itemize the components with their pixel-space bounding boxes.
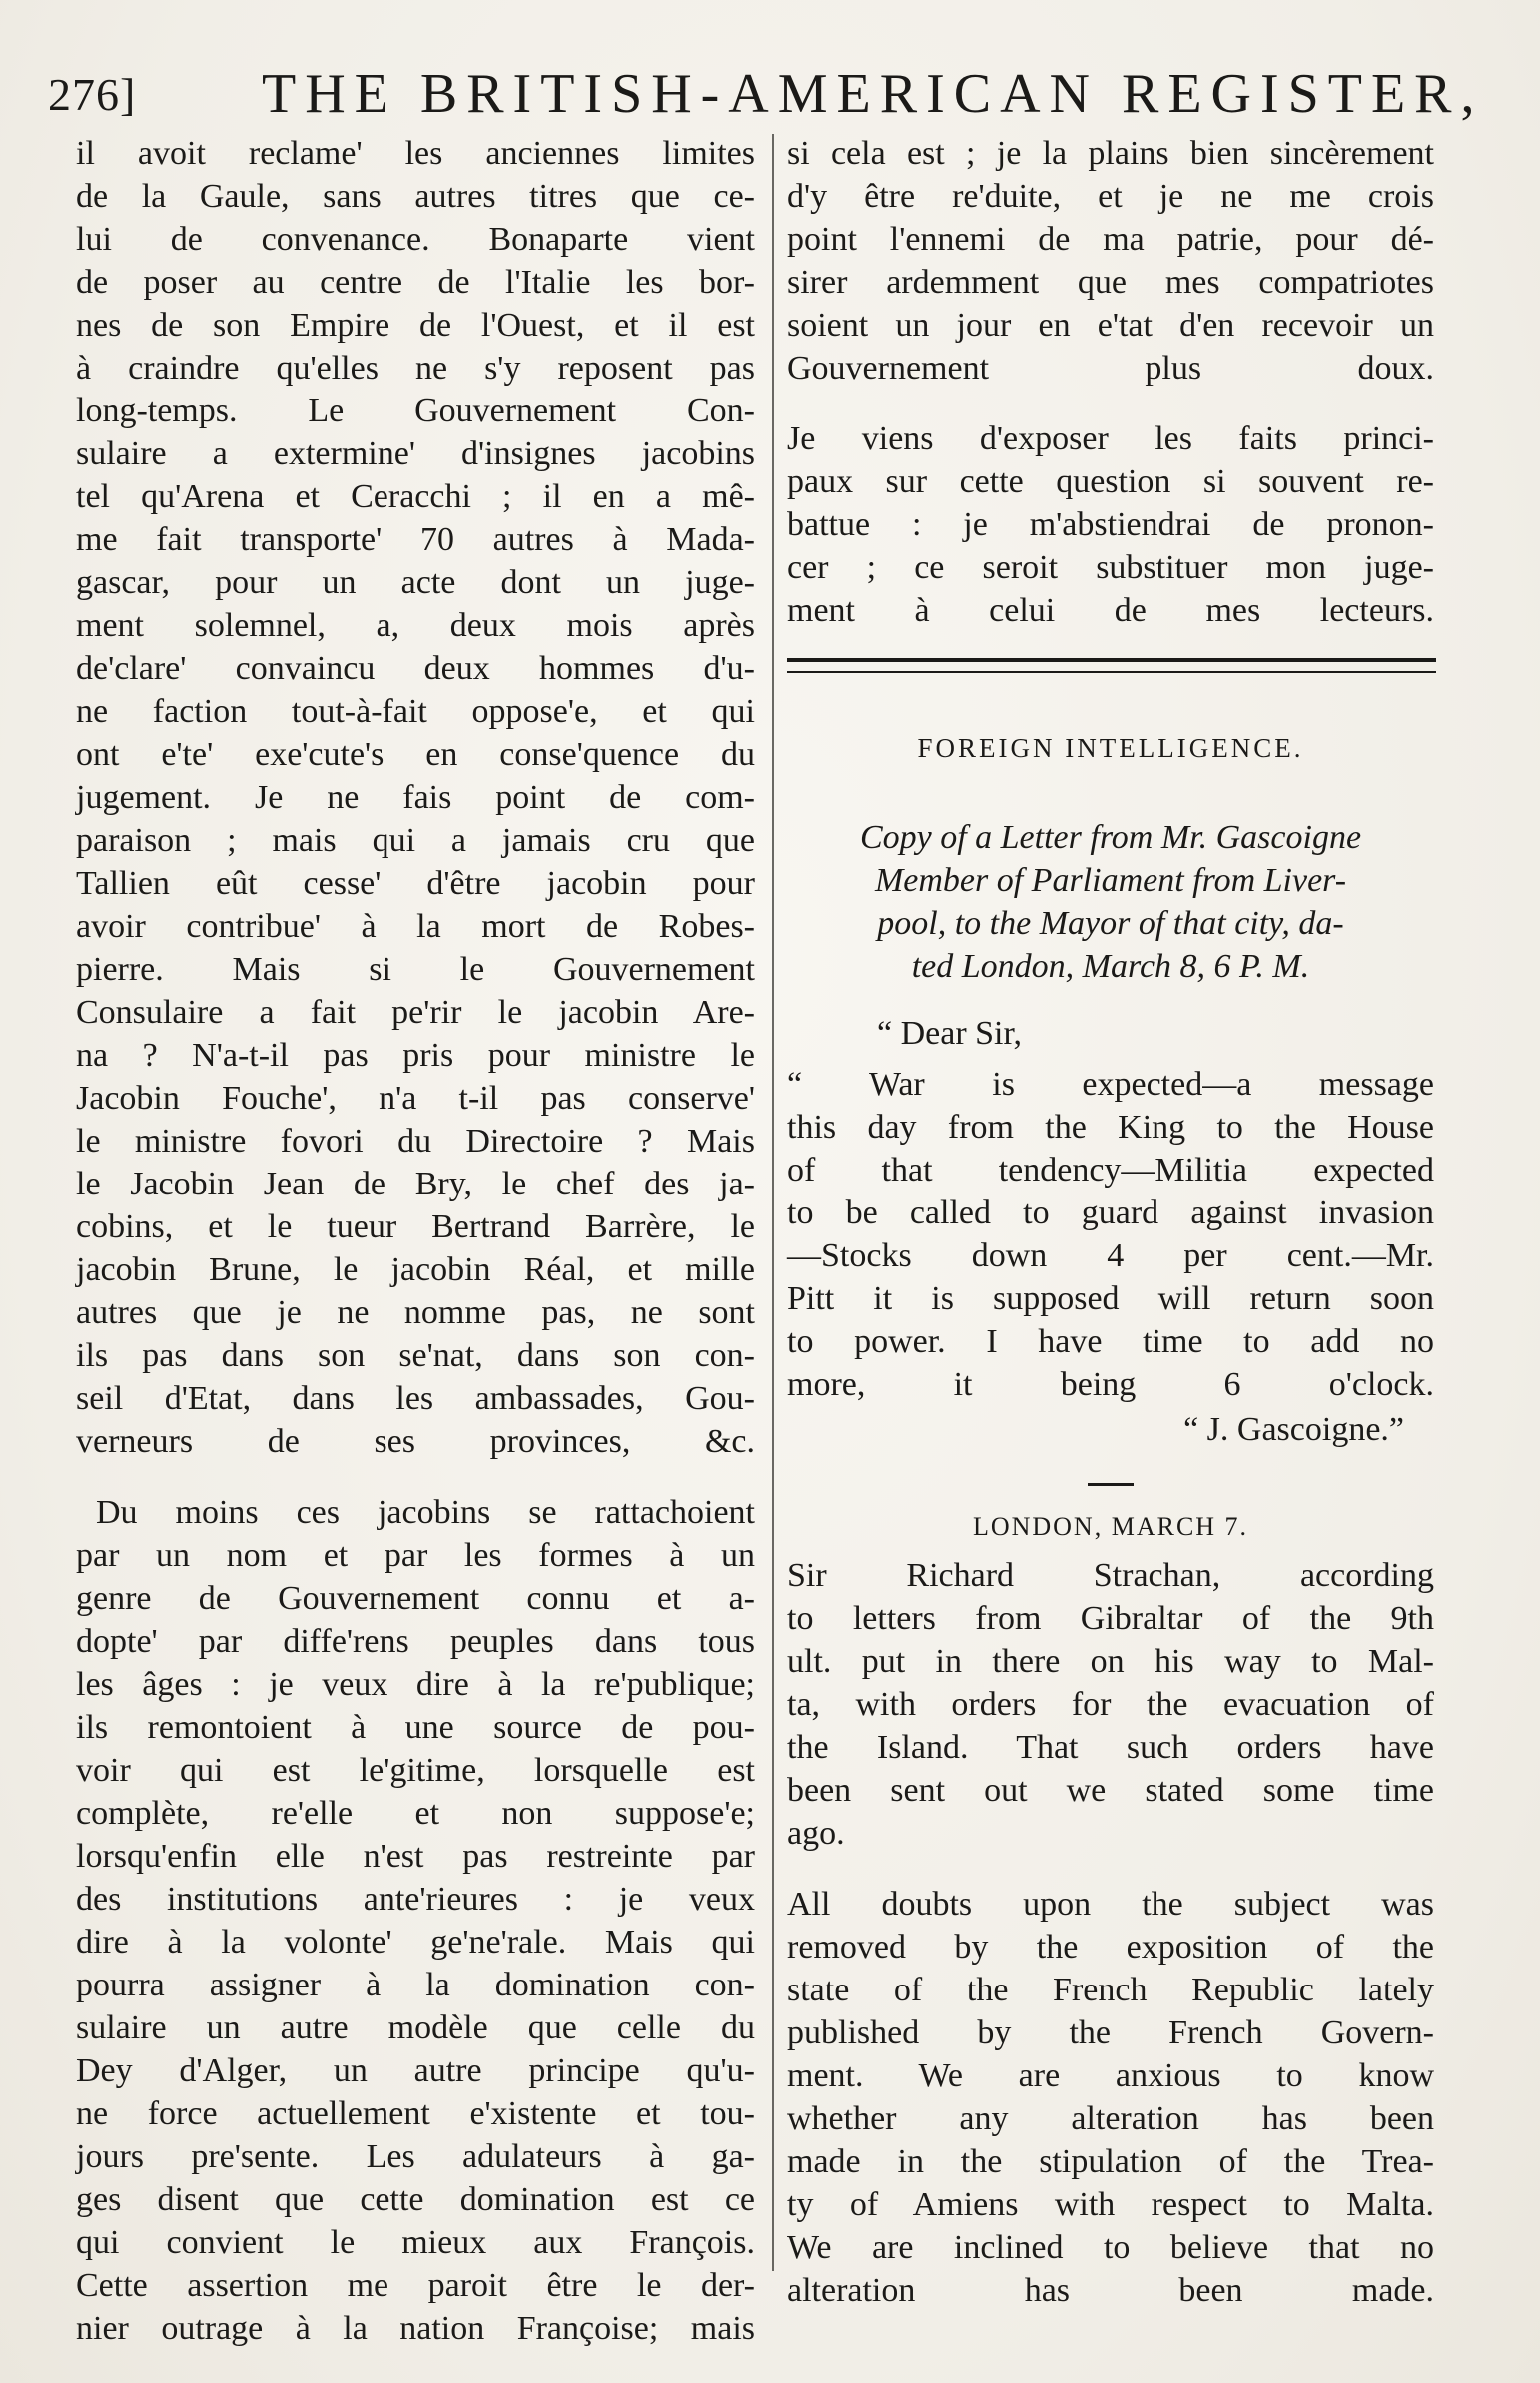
paragraph-gap	[76, 1463, 755, 1491]
right-column	[787, 132, 1434, 2312]
text-line: sulaire a extermine' d'insignes jacobins	[76, 435, 755, 472]
text-line: complète, re'elle et non suppose'e;	[76, 1795, 755, 1832]
text-line: whether any alteration has been	[787, 2100, 1434, 2137]
letter-signature: “ J. Gascoigne.”	[1183, 1411, 1404, 1448]
text-line: ment à celui de mes lecteurs.	[787, 592, 1434, 629]
letter-caption	[787, 816, 1434, 988]
text-line: ult. put in there on his way to Mal-	[787, 1643, 1434, 1680]
paragraph-gap	[787, 390, 1434, 417]
paragraph-gap	[787, 1855, 1434, 1883]
text-line: ils pas dans son se'nat, dans son con-	[76, 1337, 755, 1374]
text-line: to be called to guard against invasion	[787, 1194, 1434, 1231]
text-line: Copy of a Letter from Mr. Gascoigne	[859, 819, 1362, 856]
text-line: le ministre fovori du Directoire ? Mais	[76, 1123, 755, 1160]
text-line: paraison ; mais qui a jamais cru que	[76, 822, 755, 859]
text-line: le Jacobin Jean de Bry, le chef des ja-	[76, 1166, 755, 1202]
text-line: to power. I have time to add no	[787, 1323, 1434, 1360]
text-line: —Stocks down 4 per cent.—Mr.	[787, 1237, 1434, 1274]
text-line: We are inclined to believe that no	[787, 2229, 1434, 2266]
text-line: cer ; ce seroit substituer mon juge-	[787, 549, 1434, 586]
text-line: ment solemnel, a, deux mois après	[76, 607, 755, 644]
text-line: gascar, pour un acte dont un juge-	[76, 564, 755, 601]
running-head	[48, 62, 1484, 132]
text-line: the Island. That such orders have	[787, 1729, 1434, 1766]
news-paragraph-strachan	[787, 1554, 1434, 1855]
text-line: Dey d'Alger, un autre principe qu'u-	[76, 2052, 755, 2089]
text-line: Tallien eût cesse' d'être jacobin pour	[76, 865, 755, 902]
text-line: Je viens d'exposer les faits princi-	[787, 420, 1434, 457]
text-line: battue : je m'abstiendrai de pronon-	[787, 506, 1434, 543]
text-line: Consulaire a fait pe'rir le jacobin Are-	[76, 994, 755, 1031]
text-line: qui convient le mieux aux François.	[76, 2224, 755, 2261]
text-line: soient un jour en e'tat d'en recevoir un	[787, 307, 1434, 344]
text-line: avoir contribue' à la mort de Robes-	[76, 908, 755, 945]
text-line: jugement. Je ne fais point de com-	[76, 779, 755, 816]
text-line: more, it being 6 o'clock.	[787, 1366, 1434, 1403]
text-line: voir qui est le'gitime, lorsquelle est	[76, 1752, 755, 1789]
text-line: Pitt it is supposed will return soon	[787, 1280, 1434, 1317]
text-line: All doubts upon the subject was	[787, 1886, 1434, 1923]
text-line: Jacobin Fouche', n'a t-il pas conserve'	[76, 1080, 755, 1117]
text-line: me fait transporte' 70 autres à Mada-	[76, 521, 755, 558]
text-line: paux sur cette question si souvent re-	[787, 463, 1434, 500]
text-line: “ War is expected—a message	[787, 1066, 1434, 1103]
text-line: de'clare' convaincu deux hommes d'u-	[76, 650, 755, 687]
text-line: Member of Parliament from Liver-	[874, 862, 1347, 899]
text-line: removed by the exposition of the	[787, 1929, 1434, 1966]
text-line: pourra assigner à la domination con-	[76, 1967, 755, 2003]
dateline: LONDON, MARCH 7.	[972, 1512, 1249, 1541]
text-line: made in the stipulation of the Trea-	[787, 2143, 1434, 2180]
short-rule	[1088, 1483, 1134, 1486]
text-line: ont e'te' exe'cute's en conse'quence du	[76, 736, 755, 773]
paragraph-jacobins	[76, 132, 755, 1463]
text-line: cobins, et le tueur Bertrand Barrère, le	[76, 1208, 755, 1245]
text-line: il avoit reclame' les anciennes limites	[76, 135, 755, 172]
text-line: à craindre qu'elles ne s'y reposent pas	[76, 350, 755, 387]
text-line: ne force actuellement e'xistente et tou-	[76, 2095, 755, 2132]
text-line: d'y être re'duite, et je ne me crois	[787, 178, 1434, 215]
paragraph-gouvernement	[787, 132, 1434, 390]
text-line: ne faction tout-à-fait oppose'e, et qui	[76, 693, 755, 730]
text-line: seil d'Etat, dans les ambassades, Gou-	[76, 1380, 755, 1417]
letter-salutation: “ Dear Sir,	[877, 1015, 1022, 1052]
text-line: si cela est ; je la plains bien sincèrement	[787, 135, 1434, 172]
text-line: pool, to the Mayor of that city, da-	[877, 905, 1344, 942]
text-line: long-temps. Le Gouvernement Con-	[76, 393, 755, 429]
text-line: dire à la volonte' ge'ne'rale. Mais qui	[76, 1924, 755, 1961]
text-line: published by the French Govern-	[787, 2014, 1434, 2051]
text-line: to letters from Gibraltar of the 9th	[787, 1600, 1434, 1637]
text-line: lorsqu'enfin elle n'est pas restreinte par	[76, 1838, 755, 1875]
text-line: ago.	[787, 1815, 845, 1852]
text-line: tel qu'Arena et Ceracchi ; il en a mê-	[76, 478, 755, 515]
text-line: point l'ennemi de ma patrie, pour dé-	[787, 221, 1434, 258]
paragraph-conclusion	[787, 417, 1434, 632]
text-line: verneurs de ses provinces, &c.	[76, 1423, 755, 1460]
letter-body	[787, 1063, 1434, 1406]
text-line: na ? N'a-t-il pas pris pour ministre le	[76, 1037, 755, 1074]
journal-title: THE BRITISH-AMERICAN REGISTER,	[262, 63, 1484, 125]
text-line: of that tendency—Militia expected	[787, 1152, 1434, 1189]
text-line: ty of Amiens with respect to Malta.	[787, 2186, 1434, 2223]
text-line: Du moins ces jacobins se rattachoient	[96, 1494, 755, 1531]
paragraph-consular-domination	[76, 1491, 755, 2350]
text-line: been sent out we stated some time	[787, 1772, 1434, 1809]
text-line: Cette assertion me paroit être le der-	[76, 2267, 755, 2304]
text-line: autres que je ne nomme pas, ne sont	[76, 1294, 755, 1331]
text-line: nier outrage à la nation Françoise; mais	[76, 2310, 755, 2347]
text-line: ta, with orders for the evacuation of	[787, 1686, 1434, 1723]
text-line: jacobin Brune, le jacobin Réal, et mille	[76, 1251, 755, 1288]
text-line: de poser au centre de l'Italie les bor-	[76, 264, 755, 301]
text-line: genre de Gouvernement connu et a-	[76, 1580, 755, 1617]
text-line: de la Gaule, sans autres titres que ce-	[76, 178, 755, 215]
text-line: ted London, March 8, 6 P. M.	[911, 948, 1310, 985]
section-heading: FOREIGN INTELLIGENCE.	[917, 733, 1304, 763]
text-line: des institutions ante'rieures : je veux	[76, 1881, 755, 1918]
text-line: dopte' par diffe'rens peuples dans tous	[76, 1623, 755, 1660]
column-divider	[772, 134, 774, 2271]
text-line: lui de convenance. Bonaparte vient	[76, 221, 755, 258]
text-line: par un nom et par les formes à un	[76, 1537, 755, 1574]
section-double-rule	[787, 658, 1436, 673]
text-line: alteration has been made.	[787, 2272, 1434, 2309]
text-line: ment. We are anxious to know	[787, 2057, 1434, 2094]
text-line: ils remontoient à une source de pou-	[76, 1709, 755, 1746]
text-line: Sir Richard Strachan, according	[787, 1557, 1434, 1594]
left-column	[76, 132, 755, 2350]
text-line: les âges : je veux dire à la re'publique;	[76, 1666, 755, 1703]
text-line: state of the French Republic lately	[787, 1972, 1434, 2008]
news-paragraph-malta	[787, 1883, 1434, 2312]
text-line: ges disent que cette domination est ce	[76, 2181, 755, 2218]
text-line: jours pre'sente. Les adulateurs à ga-	[76, 2138, 755, 2175]
text-line: nes de son Empire de l'Ouest, et il est	[76, 307, 755, 344]
text-line: sulaire un autre modèle que celle du	[76, 2009, 755, 2046]
text-line: Gouvernement plus doux.	[787, 350, 1434, 387]
page-number: 276]	[48, 69, 137, 120]
text-line: this day from the King to the House	[787, 1109, 1434, 1146]
text-line: sirer ardemment que mes compatriotes	[787, 264, 1434, 301]
text-line: pierre. Mais si le Gouvernement	[76, 951, 755, 988]
